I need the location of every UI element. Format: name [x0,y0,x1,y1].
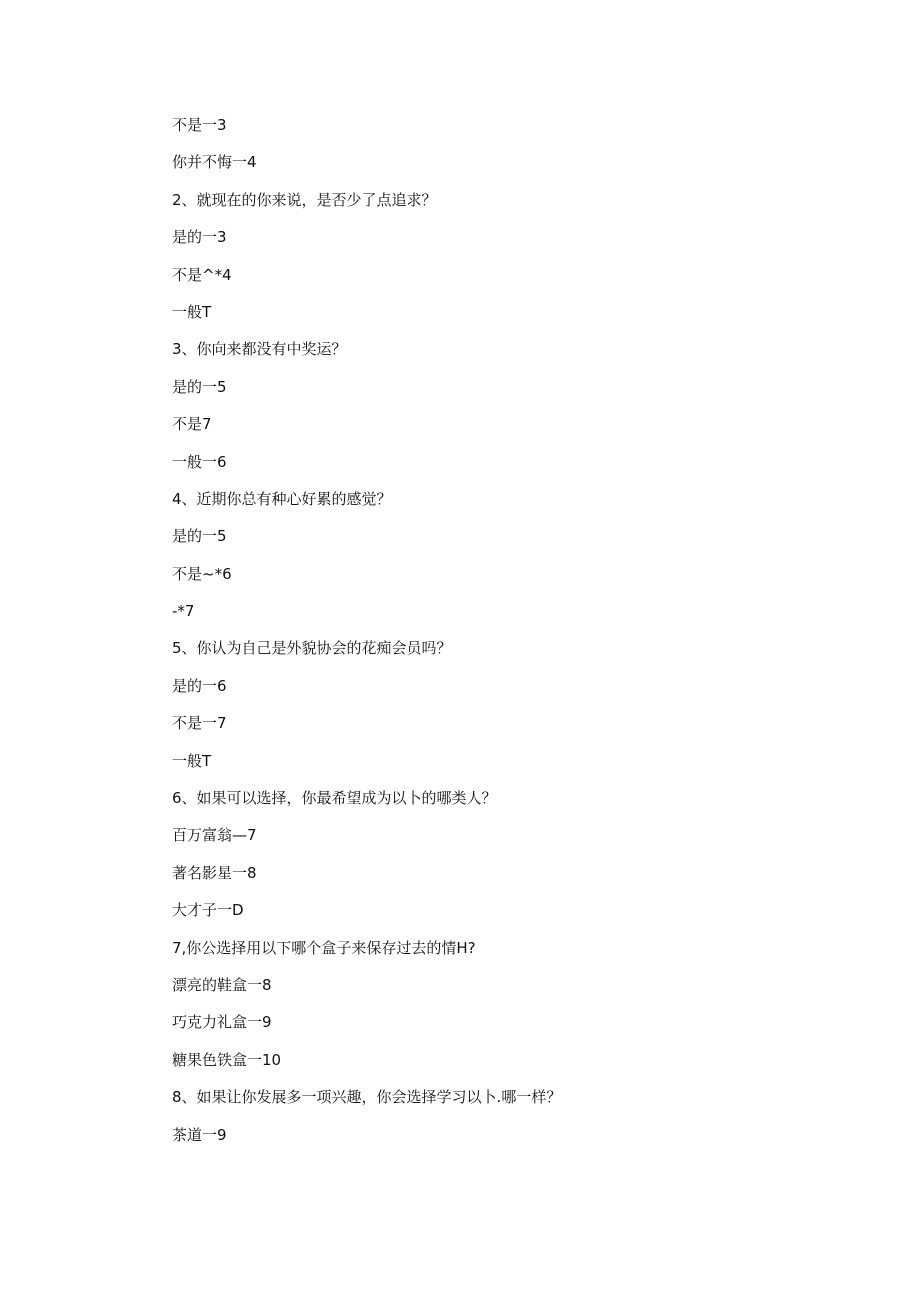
answer-option: 是的一6 [172,676,227,695]
document-text [172,113,832,1160]
answer-option: 是的一3 [172,228,227,247]
question-4: 4、近期你总有种心好累的感觉？ [172,489,392,508]
question-3: 3、你向来都没有中奖运？ [172,340,347,359]
answer-option: 一般T [172,751,212,770]
answer-option: 大才子一D [172,901,244,920]
question-5: 5、你认为自己是外貌协会的花痴会员吗？ [172,639,452,658]
answer-option: 不是~*6 [172,564,232,583]
answer-option: 茶道一9 [172,1125,227,1144]
question-7: 7,你公选择用以下哪个盒子来保存过去的情H? [172,938,476,957]
answer-option: 漂亮的鞋盒一8 [172,975,272,994]
question-6: 6、如果可以选择，你最希望成为以卜的哪类人？ [172,789,497,808]
answer-option: 是的一5 [172,377,227,396]
answer-option: 一般一6 [172,452,227,471]
answer-option: 是的一5 [172,527,227,546]
answer-option: 不是一3 [172,116,227,134]
answer-option: 你并不悔一4 [172,153,257,172]
question-8: 8、如果让你发展多一项兴趣，你会选择学习以卜.哪一样？ [172,1088,562,1107]
question-2: 2、就现在的你来说，是否少了点追求？ [172,190,437,209]
answer-option: 糖果色铁盒一10 [172,1050,282,1069]
answer-option: 不是^*4 [172,265,232,284]
answer-option: 不是一7 [172,714,227,733]
answer-option: 一般T [172,302,212,321]
answer-option: 百万富翁—7 [172,826,257,845]
answer-option: -*7 [172,602,195,621]
answer-option: 不是7 [172,415,212,434]
answer-option: 著名影星一8 [172,863,257,882]
answer-option: 巧克力礼盒一9 [172,1013,272,1032]
